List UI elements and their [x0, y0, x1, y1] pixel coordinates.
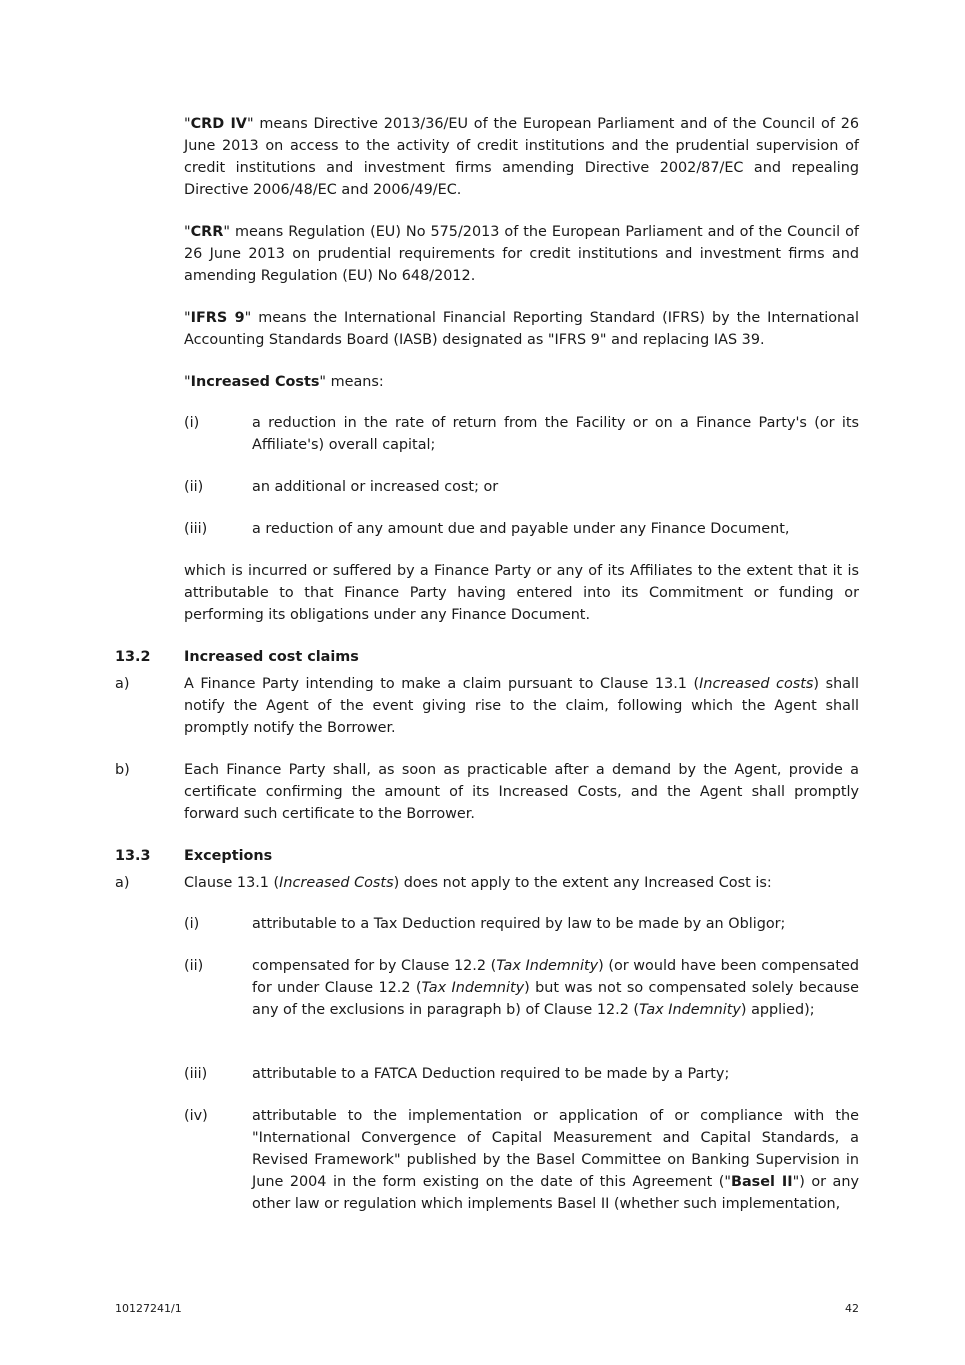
definition-crd-iv: "CRD IV" means Directive 2013/36/EU of the European Parliament and of the Council of 26 June 2013 on access to the activity of credit institutions and the prudential supervision of credit institutions and investment firms amending Directive 2002/87/EC and repealing Directive 2006/48/EC and 2006/49/EC. — [184, 116, 860, 198]
paragraph-number: a) — [115, 875, 130, 891]
definition-ifrs9: "IFRS 9" means the International Financial Reporting Standard (IFRS) by the International Accounting Standards Board (IASB) designated as "IFRS 9" and replacing IAS 39. — [184, 310, 859, 348]
text-run: ) applied); — [740, 1002, 815, 1018]
italic-reference: Tax Indemnity — [639, 1002, 741, 1018]
item-text — [252, 955, 859, 1021]
italic-reference: Increased Costs — [279, 875, 394, 891]
text-run: ") or any other law or regulation which implements Basel II (whether such implementation, — [252, 1174, 859, 1212]
item-text: an additional or increased cost; or — [252, 479, 499, 495]
paragraph-number: b) — [115, 762, 130, 778]
text-run: ) but was not so compensated solely because any of the exclusions in paragraph b) of Clause 12.2 ( — [252, 980, 859, 1018]
italic-reference: Increased costs — [699, 676, 814, 692]
item-number: (i) — [184, 415, 200, 431]
text-run: compensated for by Clause 12.2 ( — [252, 958, 497, 974]
definition-text: means Regulation (EU) No 575/2013 of the European Parliament and of the Council of 26 June 2013 on prudential requirements for credit institutions and investment firms and amending Regulation (EU) No 648/2012. — [184, 224, 859, 284]
item-text: a reduction of any amount due and payable under any Finance Document, — [252, 521, 790, 537]
item-number: (i) — [184, 916, 200, 932]
definition-increased-costs: "Increased Costs" means: — [184, 374, 384, 390]
text-run: Clause 13.1 ( — [184, 875, 280, 891]
paragraph-text: Each Finance Party shall, as soon as practicable after a demand by the Agent, provide a certificate confirming the amount of its Increased Costs, and the Agent shall promptly forward such certificate to the Borrower. — [184, 762, 859, 822]
item-number: (iii) — [184, 1066, 208, 1082]
text-run: ) does not apply to the extent any Increased Cost is: — [393, 875, 772, 891]
definition-tail: which is incurred or suffered by a Finance Party or any of its Affiliates to the extent that it is attributable to that Finance Party having entered into its Commitment or funding or performing its obligations under any Finance Document. — [184, 563, 859, 623]
item-text — [252, 1105, 859, 1215]
term-crr: CRR — [190, 224, 224, 240]
definition-crr: "CRR" means Regulation (EU) No 575/2013 of the European Parliament and of the Council of 26 June 2013 on prudential requirements for credit institutions and investment firms and amending Regulation (EU) No 648/2012. — [184, 224, 859, 284]
term-increased-costs: Increased Costs — [190, 374, 320, 390]
item-number: (iii) — [184, 521, 208, 537]
paragraph-text — [184, 872, 859, 894]
paragraph-text — [184, 673, 859, 739]
text-run: A Finance Party intending to make a claim pursuant to Clause 13.1 ( — [184, 676, 700, 692]
italic-reference: Tax Indemnity — [421, 980, 525, 996]
section-number: 13.3 — [115, 848, 151, 864]
definition-text: means the International Financial Reporting Standard (IFRS) by the International Accounting Standards Board (IASB) designated as "IFRS 9" and replacing IAS 39. — [184, 310, 859, 348]
section-title: Increased cost claims — [184, 649, 359, 665]
item-number: (ii) — [184, 479, 204, 495]
italic-reference: Tax Indemnity — [496, 958, 599, 974]
definition-text: means: — [326, 374, 384, 390]
term-ifrs9: IFRS 9 — [190, 310, 245, 326]
item-text: a reduction in the rate of return from the Facility or on a Finance Party's (or its Affiliate's) overall capital; — [252, 415, 859, 453]
item-number: (iv) — [184, 1108, 208, 1124]
definition-text: means Directive 2013/36/EU of the European Parliament and of the Council of 26 June 2013 on access to the activity of credit institutions and the prudential supervision of credit institutions and investment firms amending Directive 2002/87/EC and repealing Directive 2006/48/EC and 2006/49/EC. — [184, 116, 860, 198]
paragraph-number: a) — [115, 676, 130, 692]
text-run: ) shall notify the Agent of the event giving rise to the claim, following which the Agent shall promptly notify the Borrower. — [184, 676, 860, 736]
section-title: Exceptions — [184, 848, 273, 864]
term-crd-iv: CRD IV — [190, 116, 247, 132]
item-text: attributable to a Tax Deduction required by law to be made by an Obligor; — [252, 916, 786, 932]
item-number: (ii) — [184, 958, 204, 974]
text-run: attributable to the implementation or application of or compliance with the "International Convergence of Capital Measurement and Capital Standards, a Revised Framework" published by the Basel Committee on Banking Supervision in June 2004 in the form existing on the date of this Agreement (" — [252, 1108, 859, 1190]
document-id: 10127241/1 — [115, 1302, 182, 1315]
text-run: ) (or would have been compensated for under Clause 12.2 ( — [252, 958, 859, 996]
page-number: 42 — [845, 1302, 859, 1315]
defined-term: Basel II — [731, 1174, 793, 1190]
item-text: attributable to a FATCA Deduction required to be made by a Party; — [252, 1066, 730, 1082]
section-number: 13.2 — [115, 649, 151, 665]
